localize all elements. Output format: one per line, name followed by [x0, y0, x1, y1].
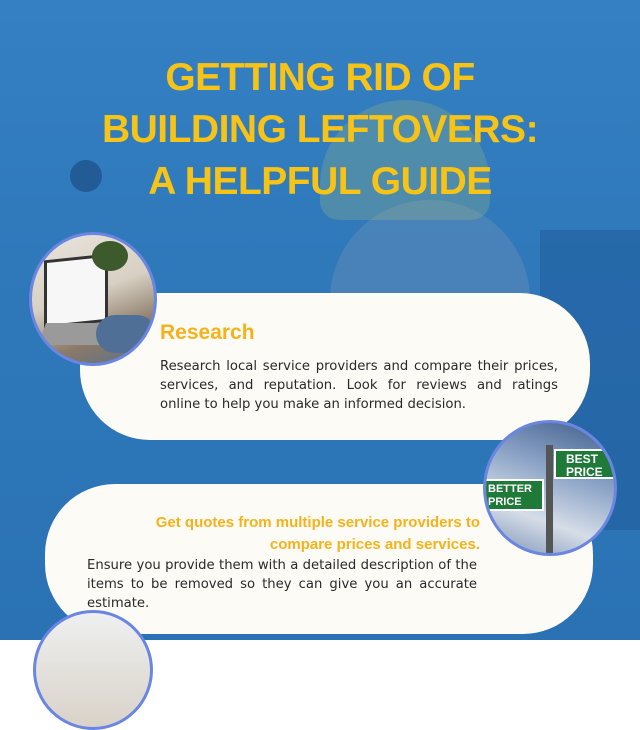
- title-line: BUILDING LEFTOVERS:: [101, 108, 539, 151]
- signpost-pole: [546, 445, 553, 556]
- laptop-photo: [29, 232, 157, 366]
- best-price-sign: BEST PRICE: [554, 449, 617, 479]
- price-signpost-photo: [483, 420, 617, 556]
- step-body: Ensure you provide them with a detailed description of the items to be removed so they can give you an accurate estimate.: [87, 558, 477, 611]
- plant: [92, 241, 128, 271]
- step-heading: [65, 512, 480, 556]
- heading-line: Get quotes from multiple service providers to: [155, 514, 480, 531]
- page-title: [0, 52, 640, 208]
- step-card-research: [80, 293, 590, 440]
- hand-sleeve: [96, 315, 156, 353]
- title-line: A HELPFUL GUIDE: [148, 160, 492, 203]
- heading-line: compare prices and services.: [269, 536, 480, 553]
- step-heading: Research: [160, 321, 255, 344]
- step-body: Research local service providers and compare their prices, services, and reputation. Look for reviews and ratings online to help you make an informed decision.: [160, 359, 558, 412]
- better-price-sign: BETTER PRICE: [483, 479, 544, 511]
- title-line: GETTING RID OF: [165, 56, 475, 99]
- next-step-photo: [33, 610, 153, 730]
